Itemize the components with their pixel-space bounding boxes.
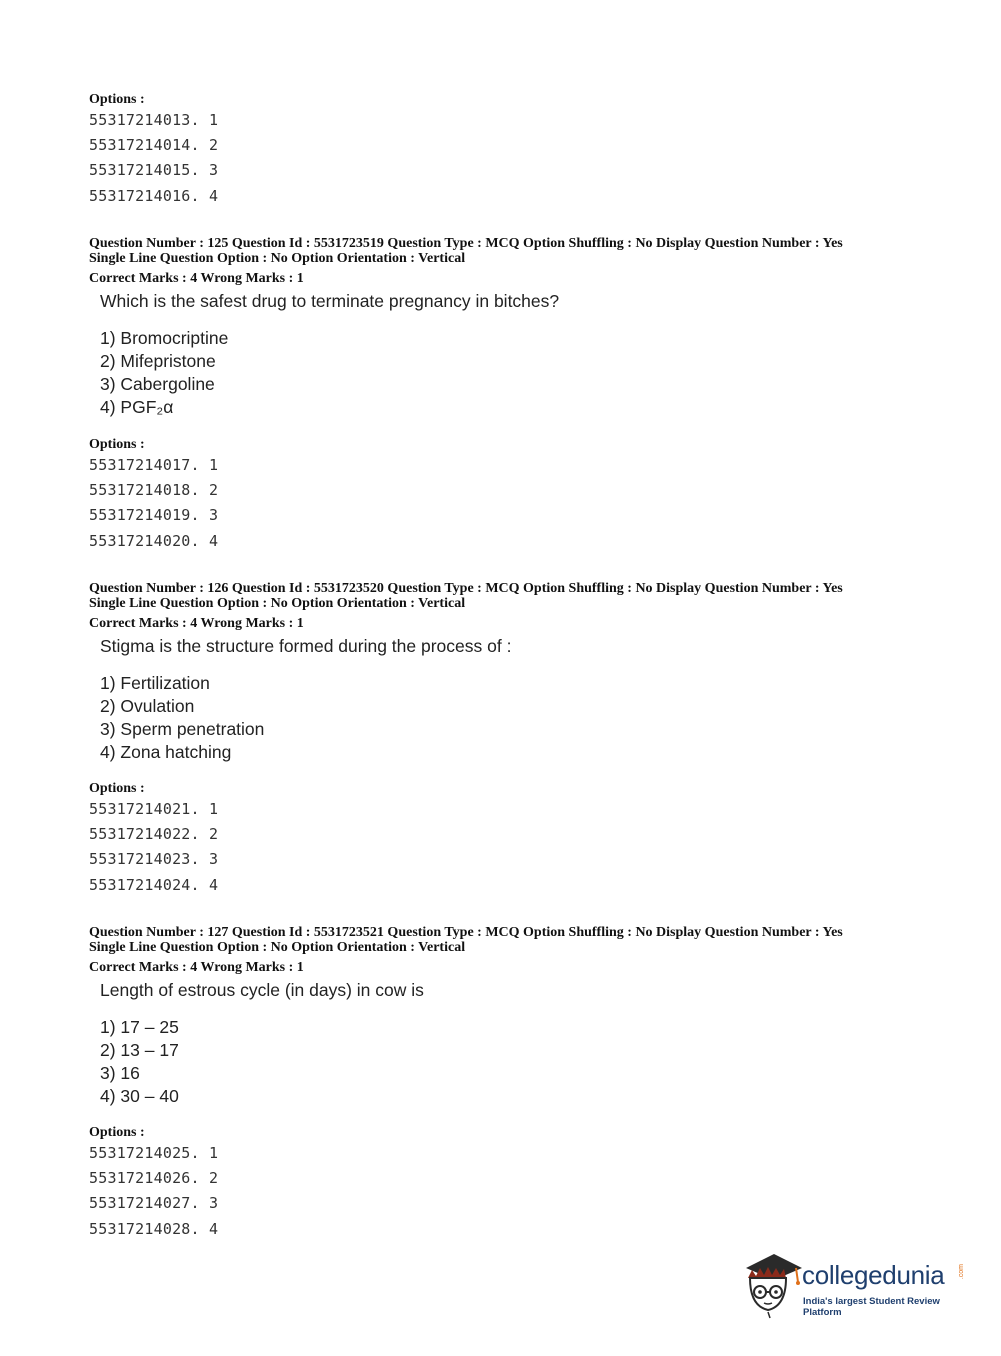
answer-choice: 3) Cabergoline <box>100 374 215 394</box>
question-text: Stigma is the structure formed during the process of : <box>100 636 512 656</box>
question-meta-line: Single Line Question Option : No Option Orientation : Vertical <box>89 251 466 266</box>
option-id: 55317214025. 1 <box>89 1144 219 1162</box>
question-meta-line: Question Number : 125 Question Id : 5531723519 Question Type : MCQ Option Shuffling : No Display Question Number : Yes <box>89 236 843 251</box>
options-label: Options : <box>89 92 145 107</box>
option-id: 55317214022. 2 <box>89 825 219 843</box>
answer-choice: 1) 17 – 25 <box>100 1017 179 1037</box>
logo-wordmark: collegedunia <box>802 1260 945 1290</box>
option-id: 55317214016. 4 <box>89 187 219 205</box>
answer-choice: 3) Sperm penetration <box>100 719 265 739</box>
collegedunia-logo <box>742 1248 972 1320</box>
answer-choice: 3) 16 <box>100 1063 140 1083</box>
logo-tagline: India's largest Student Review Platform <box>803 1296 940 1318</box>
answer-choice: 2) 13 – 17 <box>100 1040 179 1060</box>
option-id: 55317214026. 2 <box>89 1169 219 1187</box>
option-id: 55317214018. 2 <box>89 481 219 499</box>
option-id: 55317214020. 4 <box>89 532 219 550</box>
option-id: 55317214017. 1 <box>89 456 219 474</box>
options-label: Options : <box>89 781 145 796</box>
option-id: 55317214023. 3 <box>89 850 219 868</box>
answer-choice: 2) Ovulation <box>100 696 195 716</box>
question-text: Length of estrous cycle (in days) in cow is <box>100 980 424 1000</box>
question-meta-line: Single Line Question Option : No Option Orientation : Vertical <box>89 940 466 955</box>
question-meta-line: Single Line Question Option : No Option Orientation : Vertical <box>89 596 466 611</box>
answer-choice: 1) Bromocriptine <box>100 328 229 348</box>
question-meta-line: Question Number : 127 Question Id : 5531723521 Question Type : MCQ Option Shuffling : No Display Question Number : Yes <box>89 925 843 940</box>
answer-choice: 1) Fertilization <box>100 673 210 693</box>
option-id: 55317214019. 3 <box>89 506 219 524</box>
option-id: 55317214028. 4 <box>89 1220 219 1238</box>
option-id: 55317214027. 3 <box>89 1194 219 1212</box>
option-id: 55317214014. 2 <box>89 136 219 154</box>
answer-choice: 4) Zona hatching <box>100 742 232 762</box>
question-text: Which is the safest drug to terminate pregnancy in bitches? <box>100 291 560 311</box>
option-id: 55317214024. 4 <box>89 876 219 894</box>
answer-choice: 4) PGF₂α <box>100 397 174 417</box>
answer-choice: 4) 30 – 40 <box>100 1086 179 1106</box>
question-meta-line: Question Number : 126 Question Id : 5531723520 Question Type : MCQ Option Shuffling : No Display Question Number : Yes <box>89 581 843 596</box>
question-marks: Correct Marks : 4 Wrong Marks : 1 <box>89 271 304 286</box>
answer-choice: 2) Mifepristone <box>100 351 216 371</box>
mascot-icon <box>742 1248 804 1320</box>
logo-suffix: .com <box>958 1264 965 1280</box>
question-marks: Correct Marks : 4 Wrong Marks : 1 <box>89 616 304 631</box>
question-marks: Correct Marks : 4 Wrong Marks : 1 <box>89 960 304 975</box>
option-id: 55317214013. 1 <box>89 111 219 129</box>
options-label: Options : <box>89 1125 145 1140</box>
options-label: Options : <box>89 437 145 452</box>
option-id: 55317214015. 3 <box>89 161 219 179</box>
option-id: 55317214021. 1 <box>89 800 219 818</box>
